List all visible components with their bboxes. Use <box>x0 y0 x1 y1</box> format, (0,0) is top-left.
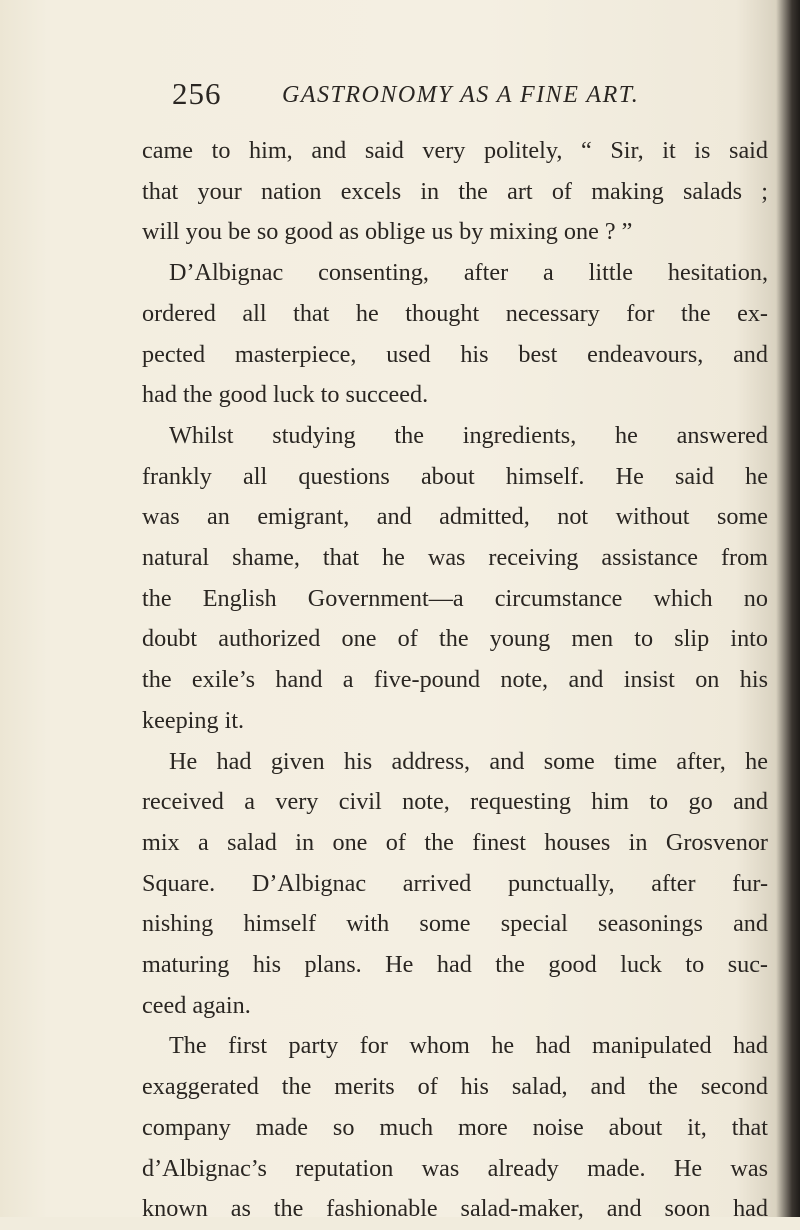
text-line: known as the fashionable salad-maker, and soon had <box>142 1195 768 1223</box>
text-line: keeping it. <box>142 706 245 734</box>
text-line: was an emigrant, and admitted, not without some <box>142 503 768 531</box>
text-line: D’Albignac consenting, after a little hesitation, <box>169 259 768 287</box>
text-line: He had given his address, and some time after, he <box>169 747 768 775</box>
text-line: mix a salad in one of the finest houses in Grosvenor <box>142 828 768 856</box>
text-line: came to him, and said very politely, “ Sir, it is said <box>142 137 768 164</box>
text-line: will you be so good as oblige us by mixing one ? ” <box>142 218 633 246</box>
text-line: nishing himself with some special seasonings and <box>142 910 768 938</box>
text-line: natural shame, that he was receiving assistance from <box>142 544 768 572</box>
running-title: GASTRONOMY AS A FINE ART. <box>282 82 640 108</box>
text-line: frankly all questions about himself. He said he <box>142 462 768 490</box>
text-line: the English Government—a circumstance which no <box>142 584 768 612</box>
text-line: that your nation excels in the art of making salads ; <box>142 177 768 205</box>
text-line: received a very civil note, requesting him to go and <box>142 788 768 816</box>
text-line: had the good luck to succeed. <box>142 381 429 409</box>
text-line: ceed again. <box>142 991 251 1019</box>
text-line: Square. D’Albignac arrived punctually, after fur- <box>142 869 768 897</box>
text-line: pected masterpiece, used his best endeavours, and <box>142 340 768 368</box>
text-line: The first party for whom he had manipulated had <box>169 1032 768 1060</box>
text-line: maturing his plans. He had the good luck to suc- <box>142 951 768 979</box>
text-line: exaggerated the merits of his salad, and the second <box>142 1073 768 1101</box>
text-line: Whilst studying the ingredients, he answered <box>169 421 768 449</box>
body-text <box>142 131 768 1230</box>
text-line: ordered all that he thought necessary for the ex- <box>142 299 768 327</box>
text-line: the exile’s hand a five-pound note, and insist on his <box>142 666 768 694</box>
page-number: 256 <box>172 76 222 111</box>
text-line: d’Albignac’s reputation was already made. He was <box>142 1154 768 1182</box>
page-header <box>172 76 732 112</box>
text-line: doubt authorized one of the young men to slip into <box>142 625 768 653</box>
text-line: company made so much more noise about it, that <box>142 1113 768 1141</box>
